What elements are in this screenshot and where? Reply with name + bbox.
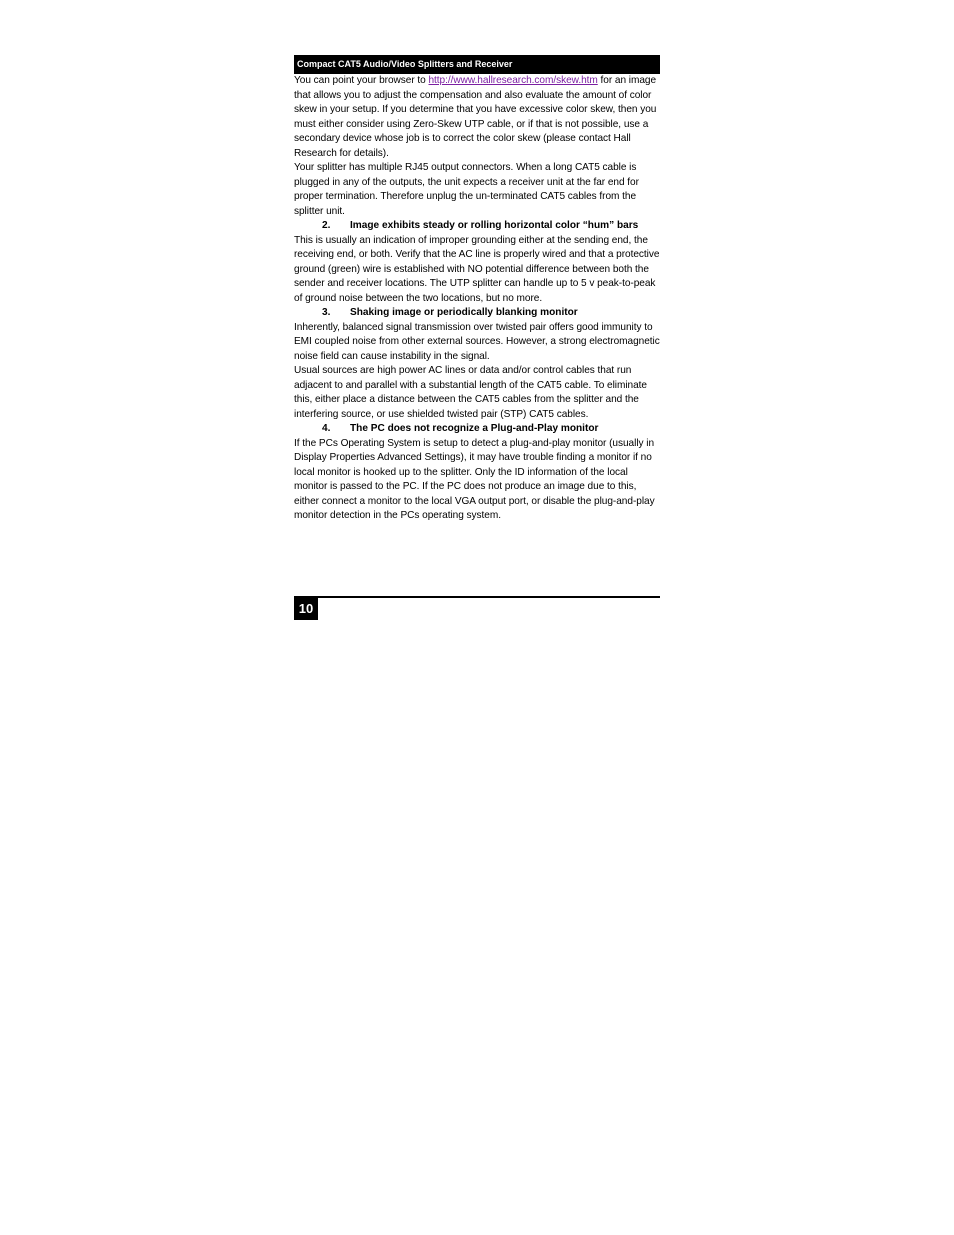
section-3-number: 3. [322, 307, 331, 318]
section-4-heading [294, 422, 660, 437]
section-3-text-2: Usual sources are high power AC lines or data and/or control cables that run adjacent to and parallel with a substantial length of the CAT5 cable. To eliminate this, either place a distance between the CAT5 cables from the splitter and the interfering source, or use shielded twisted pair (STP) CAT5 cables. [294, 365, 647, 420]
paragraph-termination: Your splitter has multiple RJ45 output connectors. When a long CAT5 cable is plugged in any of the outputs, the unit expects a receiver unit at the far end for proper termination. Therefore unplug the un-terminated CAT5 cables from the splitter unit. [294, 162, 639, 217]
page-content [294, 55, 660, 524]
section-3-text-1: Inherently, balanced signal transmission over twisted pair offers good immunity to EMI coupled noise from other external sources. However, a strong electromagnetic noise field can cause instability in the signal. [294, 321, 660, 362]
section-3-heading [294, 306, 660, 321]
section-2-text: This is usually an indication of improper grounding either at the sending end, the receiving end, or both. Verify that the AC line is properly wired and that a protective ground (green) wire is established with NO potential difference between both the sender and receiver locations. The UTP splitter can handle up to 5 v peak-to-peak of ground noise between the two locations, but no more. [294, 234, 660, 304]
paragraph-skew-intro: You can point your browser to [294, 75, 429, 86]
paragraph-skew-rest: for an image that allows you to adjust the compensation and also evaluate the amount of color skew in your setup. If you determine that you have excessive color skew, then you must either consider using Zero-Skew UTP cable, or if that is not possible, use a secondary device whose job is to correct the color skew (please contact Hall Research for details). [294, 75, 657, 159]
section-4-title: The PC does not recognize a Plug-and-Play monitor [350, 423, 599, 434]
section-2-number: 2. [322, 220, 331, 231]
running-header: Compact CAT5 Audio/Video Splitters and Receiver [294, 55, 660, 74]
skew-link[interactable]: http://www.hallresearch.com/skew.htm [428, 75, 598, 86]
section-3-title: Shaking image or periodically blanking monitor [350, 307, 578, 318]
section-4-text: If the PCs Operating System is setup to detect a plug-and-play monitor (usually in Display Properties Advanced Settings), it may have trouble finding a monitor if no local monitor is hooked up to the splitter. Only the ID information of the local monitor is passed to the PC. If the PC does not produce an image due to this, either connect a monitor to the local VGA output port, or disable the plug-and-play monitor detection in the PCs operating system. [294, 437, 655, 521]
section-2-heading [294, 219, 660, 234]
section-4-number: 4. [322, 423, 331, 434]
document-body [294, 74, 660, 524]
section-2-title: Image exhibits steady or rolling horizontal color “hum” bars [350, 220, 639, 231]
footer-rule [294, 596, 660, 598]
page-number: 10 [294, 598, 318, 620]
paragraph-skew [294, 74, 660, 161]
